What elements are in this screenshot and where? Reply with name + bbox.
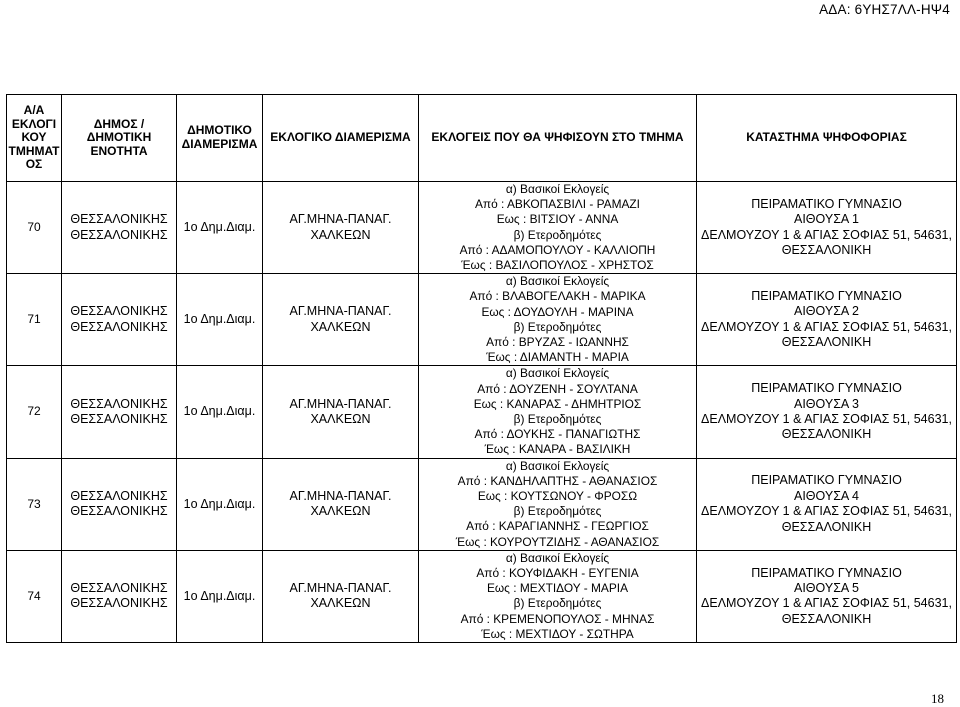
text-line: ΟΣ bbox=[25, 157, 43, 172]
text-line: ΔΗΜΟΤΙΚΗ bbox=[86, 130, 152, 145]
text-line: ΔΕΛΜΟΥΖΟΥ 1 & ΑΓΙΑΣ ΣΟΦΙΑΣ 51, 54631, bbox=[701, 504, 952, 519]
row-number-cell: 73 bbox=[7, 458, 62, 550]
eklogeis-cell bbox=[419, 550, 697, 642]
eklogiko-diamerisma-cell bbox=[263, 274, 419, 366]
dimotiko-diamerisma-cell: 1ο Δημ.Διαμ. bbox=[177, 458, 263, 550]
text-line: Εως : ΒΙΤΣΙΟΥ - ΑΝΝΑ bbox=[496, 212, 619, 227]
text-line: ΧΑΛΚΕΩΝ bbox=[310, 227, 371, 242]
text-line: Από : ΔΟΥΚΗΣ - ΠΑΝΑΓΙΩΤΗΣ bbox=[474, 427, 641, 442]
text-line: ΕΚΛΟΓΕΙΣ ΠΟΥ ΘΑ ΨΗΦΙΣΟΥΝ ΣΤΟ ΤΜΗΜΑ bbox=[431, 130, 684, 145]
header-aa bbox=[7, 95, 62, 182]
text-line: Από : ΒΛΑΒΟΓΕΛΑΚΗ - ΜΑΡΙΚΑ bbox=[469, 289, 646, 304]
polling-stations-table bbox=[6, 94, 957, 643]
text-line: Έως : ΔΙΑΜΑΝΤΗ - ΜΑΡΙΑ bbox=[486, 350, 629, 365]
text-line: ΘΕΣΣΑΛΟΝΙΚΗΣ bbox=[70, 504, 168, 519]
text-line: Α/Α bbox=[23, 103, 45, 118]
katastima-cell bbox=[697, 458, 957, 550]
text-line: α) Βασικοί Εκλογείς bbox=[505, 366, 610, 381]
dimos-cell bbox=[62, 182, 177, 274]
dimos-cell bbox=[62, 458, 177, 550]
text-line: α) Βασικοί Εκλογείς bbox=[505, 274, 610, 289]
text-line: β) Ετεροδημότες bbox=[513, 227, 602, 242]
eklogeis-cell bbox=[419, 274, 697, 366]
eklogiko-diamerisma-cell bbox=[263, 458, 419, 550]
eklogeis-cell bbox=[419, 182, 697, 274]
eklogeis-cell bbox=[419, 366, 697, 458]
text-line: ΔΙΑΜΕΡΙΣΜΑ bbox=[181, 137, 258, 151]
text-line: ΠΕΙΡΑΜΑΤΙΚΟ ΓΥΜΝΑΣΙΟ bbox=[751, 289, 902, 304]
text-line: ΔΕΛΜΟΥΖΟΥ 1 & ΑΓΙΑΣ ΣΟΦΙΑΣ 51, 54631, bbox=[701, 596, 952, 611]
text-line: α) Βασικοί Εκλογείς bbox=[505, 182, 610, 196]
dimotiko-diamerisma-cell: 1ο Δημ.Διαμ. bbox=[177, 182, 263, 274]
text-line: ΠΕΙΡΑΜΑΤΙΚΟ ΓΥΜΝΑΣΙΟ bbox=[751, 196, 902, 211]
text-line: ΧΑΛΚΕΩΝ bbox=[310, 319, 371, 334]
text-line: ΘΕΣΣΑΛΟΝΙΚΗ bbox=[781, 427, 872, 442]
text-line: ΔΕΛΜΟΥΖΟΥ 1 & ΑΓΙΑΣ ΣΟΦΙΑΣ 51, 54631, bbox=[701, 412, 952, 427]
header-dimotiko-diamerisma bbox=[177, 95, 263, 182]
text-line: ΘΕΣΣΑΛΟΝΙΚΗ bbox=[781, 519, 872, 534]
text-line: α) Βασικοί Εκλογείς bbox=[505, 550, 610, 565]
katastima-cell bbox=[697, 550, 957, 642]
text-line: Από : ΚΟΥΦΙΔΑΚΗ - ΕΥΓΕΝΙΑ bbox=[476, 566, 639, 581]
eklogeis-cell bbox=[419, 458, 697, 550]
row-number-cell: 74 bbox=[7, 550, 62, 642]
text-line: ΕΝΟΤΗΤΑ bbox=[90, 143, 148, 158]
katastima-cell bbox=[697, 274, 957, 366]
header-eklogeis bbox=[419, 95, 697, 182]
text-line: ΕΚΛΟΓΙΚΟ ΔΙΑΜΕΡΙΣΜΑ bbox=[270, 130, 411, 145]
text-line: ΘΕΣΣΑΛΟΝΙΚΗΣ bbox=[70, 212, 168, 227]
text-line: β) Ετεροδημότες bbox=[513, 412, 602, 427]
text-line: ΔΗΜΟΣ / bbox=[93, 116, 145, 131]
table-row bbox=[7, 366, 957, 458]
text-line: β) Ετεροδημότες bbox=[513, 596, 602, 611]
text-line: ΘΕΣΣΑΛΟΝΙΚΗΣ bbox=[70, 227, 168, 242]
text-line: ΑΙΘΟΥΣΑ 3 bbox=[794, 396, 859, 411]
row-number-cell: 71 bbox=[7, 274, 62, 366]
text-line: α) Βασικοί Εκλογείς bbox=[505, 458, 610, 473]
text-line: Από : ΚΑΡΑΓΙΑΝΝΗΣ - ΓΕΩΡΓΙΟΣ bbox=[466, 519, 649, 534]
table-row bbox=[7, 550, 957, 642]
text-line: Από : ΚΑΝΔΗΛΑΠΤΗΣ - ΑΘΑΝΑΣΙΟΣ bbox=[457, 473, 658, 488]
table-row bbox=[7, 274, 957, 366]
text-line: ΘΕΣΣΑΛΟΝΙΚΗΣ bbox=[70, 412, 168, 427]
text-line: ΘΕΣΣΑΛΟΝΙΚΗΣ bbox=[70, 319, 168, 334]
text-line: ΘΕΣΣΑΛΟΝΙΚΗ bbox=[781, 611, 872, 626]
eklogiko-diamerisma-cell bbox=[263, 366, 419, 458]
text-line: Εως : ΚΟΥΤΣΩΝΟΥ - ΦΡΟΣΩ bbox=[477, 489, 638, 504]
text-line: ΑΓ.ΜΗΝΑ-ΠΑΝΑΓ. bbox=[289, 581, 392, 596]
row-number-cell: 70 bbox=[7, 182, 62, 274]
header-row bbox=[7, 95, 957, 182]
text-line: ΑΙΘΟΥΣΑ 5 bbox=[794, 581, 859, 596]
header-eklogiko-diamerisma bbox=[263, 95, 419, 182]
text-line: Από : ΑΔΑΜΟΠΟΥΛΟΥ - ΚΑΛΛΙΟΠΗ bbox=[459, 242, 656, 257]
text-line: ΘΕΣΣΑΛΟΝΙΚΗ bbox=[781, 243, 872, 258]
row-number-cell: 72 bbox=[7, 366, 62, 458]
katastima-cell bbox=[697, 366, 957, 458]
katastima-cell bbox=[697, 182, 957, 274]
text-line: Έως : ΒΑΣΙΛΟΠΟΥΛΟΣ - ΧΡΗΣΤΟΣ bbox=[461, 258, 654, 273]
text-line: ΑΙΘΟΥΣΑ 2 bbox=[794, 304, 859, 319]
text-line: ΠΕΙΡΑΜΑΤΙΚΟ ΓΥΜΝΑΣΙΟ bbox=[751, 381, 902, 396]
text-line: β) Ετεροδημότες bbox=[513, 319, 602, 334]
dimos-cell bbox=[62, 366, 177, 458]
header-katastima bbox=[697, 95, 957, 182]
text-line: ΔΕΛΜΟΥΖΟΥ 1 & ΑΓΙΑΣ ΣΟΦΙΑΣ 51, 54631, bbox=[701, 227, 952, 242]
text-line: ΑΙΘΟΥΣΑ 1 bbox=[794, 212, 859, 227]
text-line: ΤΜΗΜΑΤ bbox=[8, 143, 60, 158]
text-line: ΘΕΣΣΑΛΟΝΙΚΗΣ bbox=[70, 396, 168, 411]
text-line: ΑΙΘΟΥΣΑ 4 bbox=[794, 488, 859, 503]
text-line: Έως : ΜΕΧΤΙΔΟΥ - ΣΩΤΗΡΑ bbox=[481, 626, 634, 641]
text-line: β) Ετεροδημότες bbox=[513, 504, 602, 519]
text-line: ΧΑΛΚΕΩΝ bbox=[310, 504, 371, 519]
text-line: Από : ΒΡΥΖΑΣ - ΙΩΑΝΝΗΣ bbox=[486, 335, 629, 350]
eklogiko-diamerisma-cell bbox=[263, 182, 419, 274]
text-line: Έως : ΚΟΥΡΟΥΤΖΙΔΗΣ - ΑΘΑΝΑΣΙΟΣ bbox=[455, 534, 660, 549]
text-line: ΠΕΙΡΑΜΑΤΙΚΟ ΓΥΜΝΑΣΙΟ bbox=[751, 565, 902, 580]
text-line: ΚΑΤΑΣΤΗΜΑ ΨΗΦΟΦΟΡΙΑΣ bbox=[746, 130, 907, 145]
text-line: Εως : ΔΟΥΔΟΥΛΗ - ΜΑΡΙΝΑ bbox=[481, 304, 634, 319]
text-line: ΑΓ.ΜΗΝΑ-ΠΑΝΑΓ. bbox=[289, 396, 392, 411]
dimotiko-diamerisma-cell: 1ο Δημ.Διαμ. bbox=[177, 550, 263, 642]
text-line: ΘΕΣΣΑΛΟΝΙΚΗΣ bbox=[70, 581, 168, 596]
text-line: ΕΚΛΟΓΙ bbox=[11, 116, 57, 131]
page-number: 18 bbox=[931, 691, 944, 706]
text-line: ΑΓ.ΜΗΝΑ-ΠΑΝΑΓ. bbox=[289, 304, 392, 319]
text-line: ΧΑΛΚΕΩΝ bbox=[310, 412, 371, 427]
table-row bbox=[7, 182, 957, 274]
text-line: ΠΕΙΡΑΜΑΤΙΚΟ ΓΥΜΝΑΣΙΟ bbox=[751, 473, 902, 488]
text-line: ΘΕΣΣΑΛΟΝΙΚΗ bbox=[781, 335, 872, 350]
dimotiko-diamerisma-cell: 1ο Δημ.Διαμ. bbox=[177, 366, 263, 458]
text-line: ΚΟΥ bbox=[21, 130, 47, 145]
text-line: ΘΕΣΣΑΛΟΝΙΚΗΣ bbox=[70, 488, 168, 503]
text-line: Από : ΚΡΕΜΕΝΟΠΟΥΛΟΣ - ΜΗΝΑΣ bbox=[460, 611, 655, 626]
text-line: Έως : ΚΑΝΑΡΑ - ΒΑΣΙΛΙΚΗ bbox=[484, 442, 631, 457]
ada-code: ΑΔΑ: 6ΥΗΣ7ΛΛ-ΗΨ4 bbox=[819, 2, 950, 17]
text-line: ΔΗΜΟΤΙΚΟ bbox=[187, 123, 252, 138]
text-line: ΔΕΛΜΟΥΖΟΥ 1 & ΑΓΙΑΣ ΣΟΦΙΑΣ 51, 54631, bbox=[701, 319, 952, 334]
text-line: ΘΕΣΣΑΛΟΝΙΚΗΣ bbox=[70, 304, 168, 319]
text-line: ΑΓ.ΜΗΝΑ-ΠΑΝΑΓ. bbox=[289, 488, 392, 503]
text-line: Από : ΑΒΚΟΠΑΣΒΙΛΙ - ΡΑΜΑΖΙ bbox=[475, 197, 640, 212]
text-line: Εως : ΚΑΝΑΡΑΣ - ΔΗΜΗΤΡΙΟΣ bbox=[473, 396, 642, 411]
text-line: ΘΕΣΣΑΛΟΝΙΚΗΣ bbox=[70, 596, 168, 611]
text-line: Εως : ΜΕΧΤΙΔΟΥ - ΜΑΡΙΑ bbox=[486, 581, 629, 596]
text-line: ΑΓ.ΜΗΝΑ-ΠΑΝΑΓ. bbox=[289, 212, 392, 227]
text-line: Από : ΔΟΥΖΕΝΗ - ΣΟΥΛΤΑΝΑ bbox=[477, 381, 638, 396]
header-dimos bbox=[62, 95, 177, 182]
dimotiko-diamerisma-cell: 1ο Δημ.Διαμ. bbox=[177, 274, 263, 366]
eklogiko-diamerisma-cell bbox=[263, 550, 419, 642]
text-line: ΧΑΛΚΕΩΝ bbox=[310, 596, 371, 611]
table-row bbox=[7, 458, 957, 550]
dimos-cell bbox=[62, 274, 177, 366]
dimos-cell bbox=[62, 550, 177, 642]
